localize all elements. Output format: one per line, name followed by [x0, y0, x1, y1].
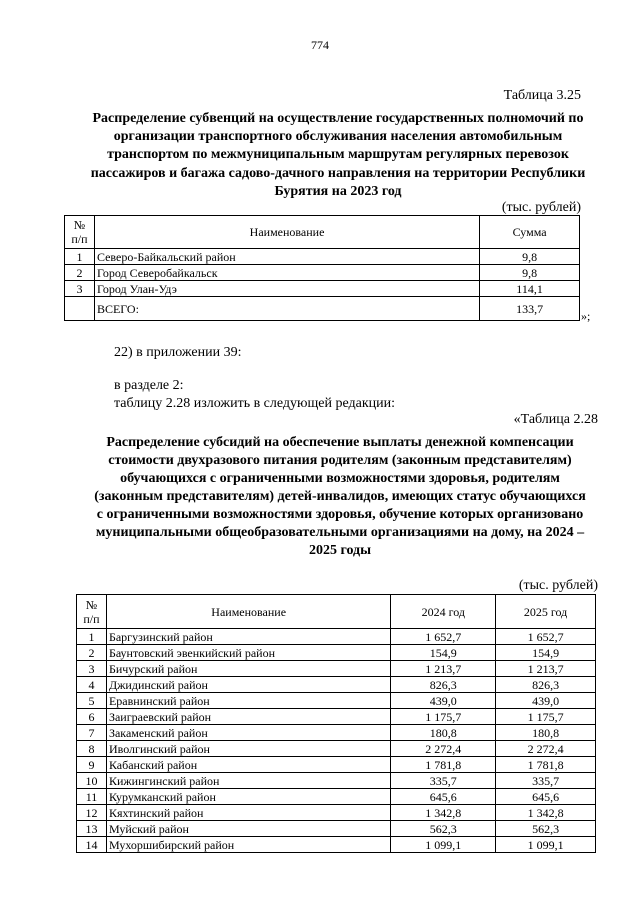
table2-row — [77, 709, 596, 725]
table1-header-name: Наименование — [94, 216, 479, 249]
table2-cell-y2024: 180,8 — [391, 725, 496, 741]
table1-row — [65, 281, 580, 297]
table2-cell-name: Закаменский район — [106, 725, 390, 741]
table2-row — [77, 645, 596, 661]
section-2-text: в разделе 2: — [114, 378, 184, 393]
table1-total-row — [65, 297, 580, 321]
table2-cell-name: Баргузинский район — [106, 629, 390, 645]
table2-cell-num: 2 — [77, 645, 107, 661]
table2-cell-y2024: 1 781,8 — [391, 757, 496, 773]
table2-cell-name: Муйский район — [106, 821, 390, 837]
table2-header-name: Наименование — [106, 595, 390, 629]
table1-cell-name: Город Улан-Удэ — [94, 281, 479, 297]
table2-row — [77, 725, 596, 741]
table2-cell-num: 9 — [77, 757, 107, 773]
table2-row — [77, 741, 596, 757]
table2-row — [77, 677, 596, 693]
table1-title: Распределение субвенций на осуществление государственных полномочий по организации транспортного обслуживания населения автомобильным транспортом по межмуниципальным маршрутам регулярных перевозок пассажиров и багажа садово-дачного направления на территории Республики Бурятия на 2023 год — [90, 111, 586, 199]
table2-cell-num: 14 — [77, 837, 107, 853]
table2-cell-num: 3 — [77, 661, 107, 677]
table2-row — [77, 757, 596, 773]
table2-cell-name: Бичурский район — [106, 661, 390, 677]
table2-cell-num: 4 — [77, 677, 107, 693]
table2-cell-num: 13 — [77, 821, 107, 837]
table2-row — [77, 789, 596, 805]
table2-cell-y2024: 1 652,7 — [391, 629, 496, 645]
table2-cell-y2025: 826,3 — [496, 677, 596, 693]
table2-cell-num: 11 — [77, 789, 107, 805]
table2-header-2025: 2025 год — [496, 595, 596, 629]
table2-cell-y2024: 439,0 — [391, 693, 496, 709]
table2-cell-y2025: 180,8 — [496, 725, 596, 741]
table1-cell-num: 2 — [65, 265, 95, 281]
table2-row — [77, 693, 596, 709]
table2-cell-name: Баунтовский эвенкийский район — [106, 645, 390, 661]
table2-cell-y2025: 1 781,8 — [496, 757, 596, 773]
item-22-text: 22) в приложении 39: — [114, 345, 242, 360]
instruction-text: таблицу 2.28 изложить в следующей редакции: — [114, 396, 396, 411]
table2-cell-num: 6 — [77, 709, 107, 725]
table1-label: Таблица 3.25 — [503, 88, 581, 103]
table1-cell-sum: 9,8 — [480, 249, 580, 265]
table1-closing-quote: »; — [581, 309, 591, 323]
table2-cell-y2024: 154,9 — [391, 645, 496, 661]
table1-header-row — [65, 216, 580, 249]
table2-cell-name: Курумканский район — [106, 789, 390, 805]
table2-row — [77, 629, 596, 645]
table2-cell-name: Еравнинский район — [106, 693, 390, 709]
table2-cell-y2025: 1 342,8 — [496, 805, 596, 821]
table2-label: «Таблица 2.28 — [513, 412, 598, 427]
table2-cell-name: Иволгинский район — [106, 741, 390, 757]
table2-cell-y2025: 1 099,1 — [496, 837, 596, 853]
table2-row — [77, 821, 596, 837]
table1-cell-sum: 114,1 — [480, 281, 580, 297]
table2-header-2024: 2024 год — [391, 595, 496, 629]
table2-cell-num: 10 — [77, 773, 107, 789]
table1-total-num-cell — [65, 297, 95, 321]
table2-cell-y2024: 645,6 — [391, 789, 496, 805]
table2-row — [77, 661, 596, 677]
table1-cell-name: Город Северобайкальск — [94, 265, 479, 281]
table2-cell-y2024: 562,3 — [391, 821, 496, 837]
table2-cell-y2025: 645,6 — [496, 789, 596, 805]
table2-cell-y2024: 1 342,8 — [391, 805, 496, 821]
table2-cell-name: Мухоршибирский район — [106, 837, 390, 853]
page-number: 774 — [311, 38, 329, 52]
table1-cell-num: 1 — [65, 249, 95, 265]
table2-cell-y2025: 439,0 — [496, 693, 596, 709]
table1-cell-name: Северо-Байкальский район — [94, 249, 479, 265]
table1-row — [65, 249, 580, 265]
table1-header-sum: Сумма — [480, 216, 580, 249]
table2-cell-num: 8 — [77, 741, 107, 757]
table2-cell-y2024: 2 272,4 — [391, 741, 496, 757]
table2-cell-num: 7 — [77, 725, 107, 741]
table2-cell-y2024: 335,7 — [391, 773, 496, 789]
table2-cell-y2024: 1 213,7 — [391, 661, 496, 677]
table2-cell-name: Джидинский район — [106, 677, 390, 693]
table2-units: (тыс. рублей) — [518, 578, 598, 593]
table2-cell-name: Кижингинский район — [106, 773, 390, 789]
table2-body — [77, 629, 596, 853]
table2-row — [77, 805, 596, 821]
table2-cell-y2024: 1 099,1 — [391, 837, 496, 853]
table1-total-sum: 133,7 — [480, 297, 580, 321]
table2-row — [77, 773, 596, 789]
table2-header-row — [77, 595, 596, 629]
table2-cell-name: Кяхтинский район — [106, 805, 390, 821]
table2-row — [77, 837, 596, 853]
table2-cell-num: 1 — [77, 629, 107, 645]
table1-cell-num: 3 — [65, 281, 95, 297]
table1-row — [65, 265, 580, 281]
table2-cell-y2025: 154,9 — [496, 645, 596, 661]
table2-header-num: № п/п — [77, 595, 107, 629]
table2-cell-num: 12 — [77, 805, 107, 821]
table2-cell-y2025: 1 175,7 — [496, 709, 596, 725]
table2-cell-y2025: 1 213,7 — [496, 661, 596, 677]
table1-units: (тыс. рублей) — [501, 200, 581, 215]
table2-cell-y2025: 2 272,4 — [496, 741, 596, 757]
table2 — [76, 594, 596, 853]
table2-cell-name: Кабанский район — [106, 757, 390, 773]
table2-cell-num: 5 — [77, 693, 107, 709]
table2-cell-y2025: 562,3 — [496, 821, 596, 837]
table1-cell-sum: 9,8 — [480, 265, 580, 281]
table1 — [64, 215, 580, 321]
table2-cell-y2025: 335,7 — [496, 773, 596, 789]
table2-title: Распределение субсидий на обеспечение выплаты денежной компенсации стоимости двухразового питания родителям (законным представителям) обучающихся с ограниченными возможностями здоровья, родителям (законным представителям) детей-инвалидов, имеющих статус обучающихся с ограниченными возможностями здоровья, обучение которых организовано муниципальными общеобразовательными организациями на дому, на 2024 – 2025 годы — [94, 435, 586, 558]
table2-cell-name: Заиграевский район — [106, 709, 390, 725]
table1-total-label: ВСЕГО: — [94, 297, 479, 321]
table2-cell-y2024: 1 175,7 — [391, 709, 496, 725]
table2-cell-y2024: 826,3 — [391, 677, 496, 693]
table1-header-num: № п/п — [65, 216, 95, 249]
table2-cell-y2025: 1 652,7 — [496, 629, 596, 645]
